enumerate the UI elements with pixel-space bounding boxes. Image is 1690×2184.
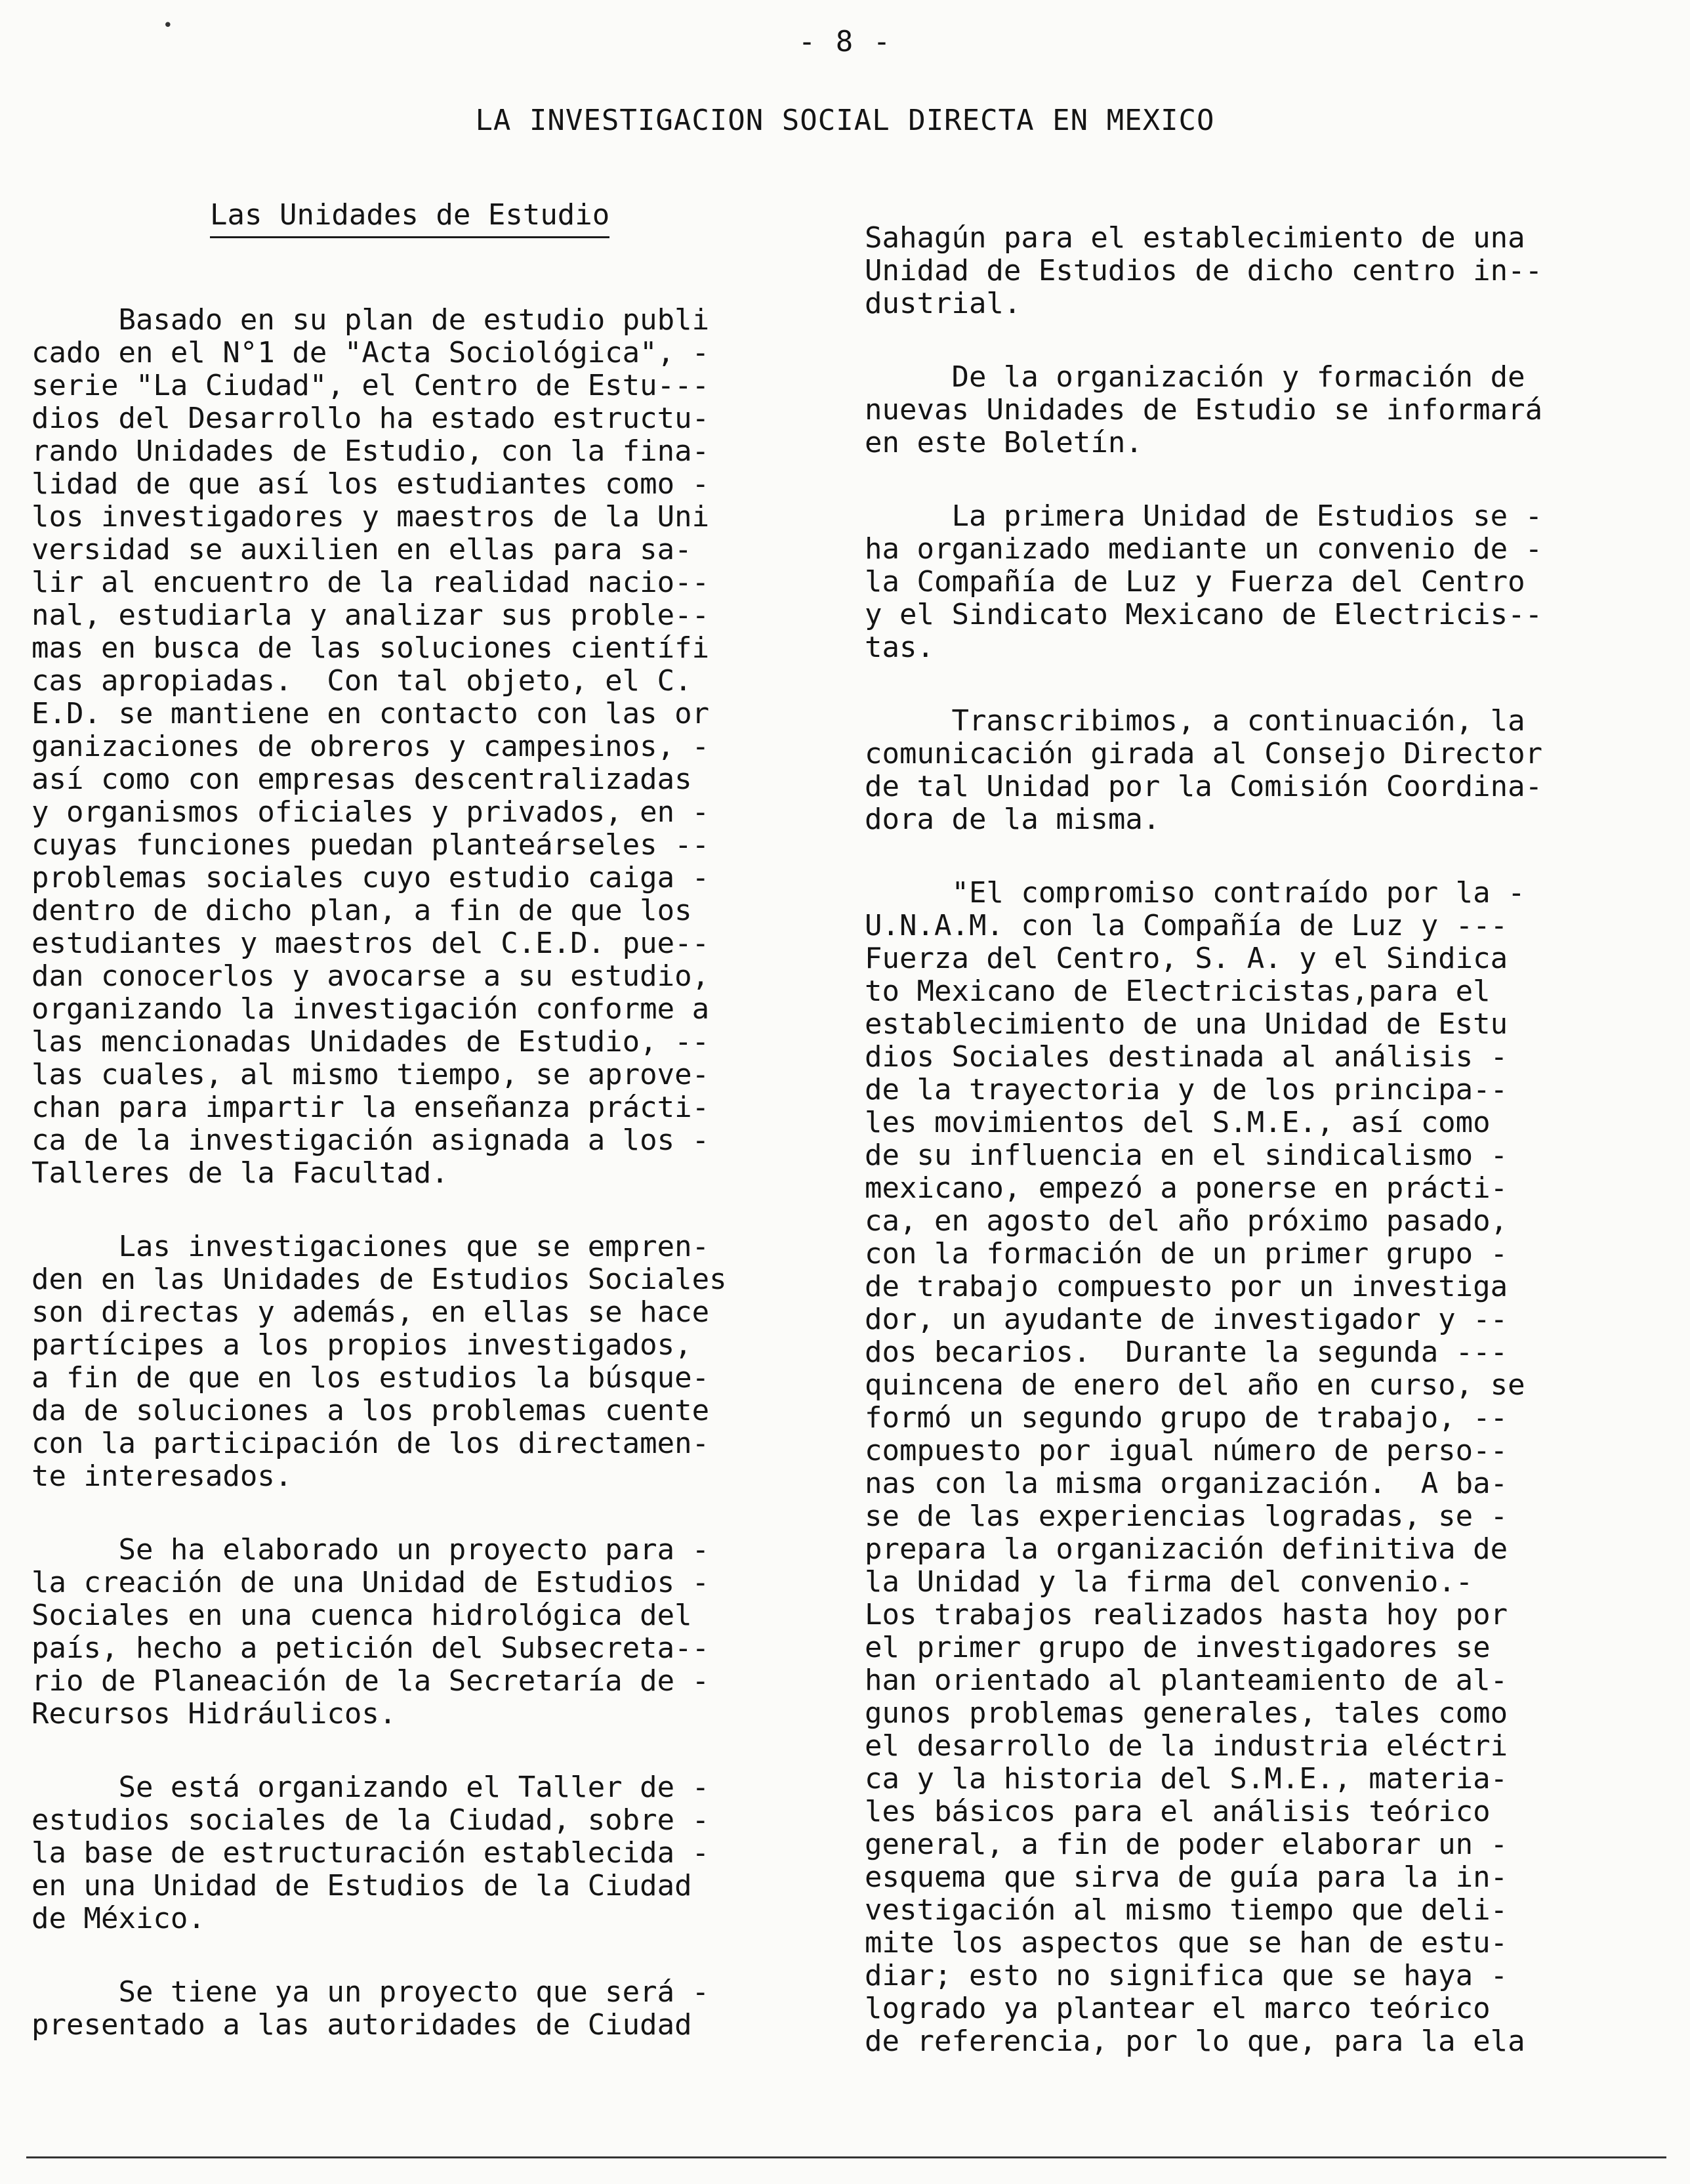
text-line: con la participación de los directamen- (31, 1427, 710, 1460)
text-line: cado en el N°1 de "Acta Sociológica", - (31, 337, 710, 369)
text-line: el primer grupo de investigadores se (865, 1631, 1491, 1664)
text-line: les básicos para el análisis teórico (865, 1796, 1491, 1828)
text-line: ca de la investigación asignada a los - (31, 1124, 710, 1157)
text-line: con la formación de un primer grupo - (865, 1238, 1508, 1270)
text-line: Se está organizando el Taller de - (31, 1771, 710, 1804)
text-line: organizando la investigación conforme a (31, 993, 710, 1026)
text-line: versidad se auxilien en ellas para sa- (31, 534, 692, 566)
text-line: así como con empresas descentralizadas (31, 763, 692, 796)
right-paragraphs (865, 222, 1678, 2058)
text-line: dos becarios. Durante la segunda --- (865, 1336, 1508, 1369)
text-line: diar; esto no significa que se haya - (865, 1960, 1508, 1992)
text-line: estudios sociales de la Ciudad, sobre - (31, 1804, 710, 1837)
text-line: el desarrollo de la industria eléctri (865, 1730, 1508, 1763)
text-line: la Compañía de Luz y Fuerza del Centro (865, 566, 1525, 598)
text-line: "El compromiso contraído por la - (865, 877, 1525, 910)
running-head: LA INVESTIGACION SOCIAL DIRECTA EN MEXICO (475, 104, 1215, 137)
left-column (31, 197, 845, 2082)
text-line: y organismos oficiales y privados, en - (31, 796, 710, 829)
text-line: en este Boletín. (865, 427, 1143, 459)
text-line: la Unidad y la firma del convenio.- (865, 1566, 1474, 1599)
stray-mark: • (163, 16, 173, 35)
text-line: estudiantes y maestros del C.E.D. pue-- (31, 927, 710, 960)
text-line: Los trabajos realizados hasta hoy por (865, 1599, 1508, 1631)
text-line: E.D. se mantiene en contacto con las or (31, 698, 710, 730)
text-line: ca y la historia del S.M.E., materia- (865, 1763, 1508, 1796)
text-line: nas con la misma organización. A ba- (865, 1467, 1508, 1500)
text-line: Recursos Hidráulicos. (31, 1698, 397, 1731)
text-line: establecimiento de una Unidad de Estu (865, 1008, 1508, 1041)
text-line: de trabajo compuesto por un investiga (865, 1270, 1508, 1303)
paragraph (31, 1534, 845, 1731)
text-line: te interesados. (31, 1460, 293, 1493)
text-line: rando Unidades de Estudio, con la fina- (31, 435, 710, 468)
text-line: vestigación al mismo tiempo que deli- (865, 1894, 1508, 1927)
page-number: - 8 - (798, 25, 892, 58)
text-line: país, hecho a petición del Subsecreta-- (31, 1632, 710, 1665)
paragraph (865, 877, 1678, 2058)
text-line: De la organización y formación de (865, 361, 1525, 394)
text-line: dora de la misma. (865, 803, 1161, 836)
text-line: dor, un ayudante de investigador y -- (865, 1303, 1508, 1336)
text-line: to Mexicano de Electricistas,para el (865, 975, 1491, 1008)
paragraph (865, 500, 1678, 664)
text-line: comunicación girada al Consejo Director (865, 738, 1543, 770)
text-line: dios del Desarrollo ha estado estructu- (31, 402, 710, 435)
text-line: Fuerza del Centro, S. A. y el Sindica (865, 942, 1508, 975)
text-line: Unidad de Estudios de dicho centro in-- (865, 255, 1543, 287)
text-line: Basado en su plan de estudio publi (31, 304, 710, 337)
text-line: Transcribimos, a continuación, la (865, 705, 1525, 738)
bottom-rule (26, 2156, 1666, 2158)
paragraph (865, 361, 1678, 459)
left-paragraphs (31, 304, 845, 2042)
text-line: presentado a las autoridades de Ciudad (31, 2009, 692, 2042)
text-line: la base de estructuración establecida - (31, 1837, 710, 1870)
text-line: dan conocerlos y avocarse a su estudio, (31, 960, 710, 993)
text-line: Se tiene ya un proyecto que será - (31, 1976, 710, 2009)
text-line: logrado ya plantear el marco teórico (865, 1992, 1491, 2025)
text-line: de México. (31, 1902, 205, 1935)
text-line: las cuales, al mismo tiempo, se aprove- (31, 1059, 710, 1091)
text-line: mas en busca de las soluciones científi (31, 632, 710, 665)
text-line: formó un segundo grupo de trabajo, -- (865, 1402, 1508, 1435)
paragraph (31, 1976, 845, 2042)
text-line: U.N.A.M. con la Compañía de Luz y --- (865, 910, 1508, 942)
text-line: cas apropiadas. Con tal objeto, el C. (31, 665, 692, 698)
text-line: y el Sindicato Mexicano de Electricis-- (865, 598, 1543, 631)
text-line: compuesto por igual número de perso-- (865, 1435, 1508, 1467)
text-line: se de las experiencias logradas, se - (865, 1500, 1508, 1533)
text-line: Las investigaciones que se empren- (31, 1230, 710, 1263)
text-line: Sahagún para el establecimiento de una (865, 222, 1525, 255)
paragraph (865, 705, 1678, 836)
text-line: La primera Unidad de Estudios se - (865, 500, 1543, 533)
text-line: general, a fin de poder elaborar un - (865, 1828, 1508, 1861)
text-line: rio de Planeación de la Secretaría de - (31, 1665, 710, 1698)
text-line: ganizaciones de obreros y campesinos, - (31, 730, 710, 763)
text-line: mexicano, empezó a ponerse en prácti- (865, 1172, 1508, 1205)
text-line: serie "La Ciudad", el Centro de Estu--- (31, 369, 710, 402)
text-line: cuyas funciones puedan planteárseles -- (31, 829, 710, 862)
text-line: las mencionadas Unidades de Estudio, -- (31, 1026, 710, 1059)
text-line: son directas y además, en ellas se hace (31, 1296, 710, 1329)
text-line: Sociales en una cuenca hidrológica del (31, 1599, 692, 1632)
paragraph (31, 1230, 845, 1493)
text-line: esquema que sirva de guía para la in- (865, 1861, 1508, 1894)
text-line: problemas sociales cuyo estudio caiga - (31, 862, 710, 894)
text-line: mite los aspectos que se han de estu- (865, 1927, 1508, 1960)
text-line: Se ha elaborado un proyecto para - (31, 1534, 710, 1566)
text-line: los investigadores y maestros de la Uni (31, 501, 710, 534)
paragraph (31, 304, 845, 1190)
text-line: chan para impartir la enseñanza prácti- (31, 1091, 710, 1124)
section-heading: Las Unidades de Estudio (210, 197, 609, 238)
text-line: tas. (865, 631, 934, 664)
text-line: dentro de dicho plan, a fin de que los (31, 894, 692, 927)
text-line: en una Unidad de Estudios de la Ciudad (31, 1870, 692, 1902)
text-line: lir al encuentro de la realidad nacio-- (31, 566, 710, 599)
text-line: han orientado al planteamiento de al- (865, 1664, 1508, 1697)
text-line: a fin de que en los estudios la búsque- (31, 1362, 710, 1395)
text-line: lidad de que así los estudiantes como - (31, 468, 710, 501)
text-line: quincena de enero del año en curso, se (865, 1369, 1525, 1402)
text-line: Talleres de la Facultad. (31, 1157, 449, 1190)
text-line: la creación de una Unidad de Estudios - (31, 1566, 710, 1599)
text-line: ca, en agosto del año próximo pasado, (865, 1205, 1508, 1238)
text-line: nuevas Unidades de Estudio se informará (865, 394, 1543, 427)
text-line: de referencia, por lo que, para la ela (865, 2025, 1525, 2058)
text-line: de tal Unidad por la Comisión Coordina- (865, 770, 1543, 803)
text-line: den en las Unidades de Estudios Sociales (31, 1263, 727, 1296)
text-line: nal, estudiarla y analizar sus proble-- (31, 599, 710, 632)
text-line: les movimientos del S.M.E., así como (865, 1106, 1491, 1139)
text-line: da de soluciones a los problemas cuente (31, 1395, 710, 1427)
text-line: partícipes a los propios investigados, (31, 1329, 692, 1362)
text-line: gunos problemas generales, tales como (865, 1697, 1508, 1730)
paragraph (865, 222, 1678, 320)
text-line: dustrial. (865, 287, 1021, 320)
text-line: dios Sociales destinada al análisis - (865, 1041, 1508, 1074)
text-line: ha organizado mediante un convenio de - (865, 533, 1543, 566)
paragraph (31, 1771, 845, 1935)
right-column (865, 222, 1678, 2099)
text-line: prepara la organización definitiva de (865, 1533, 1508, 1566)
text-line: de la trayectoria y de los principa-- (865, 1074, 1508, 1106)
text-line: de su influencia en el sindicalismo - (865, 1139, 1508, 1172)
